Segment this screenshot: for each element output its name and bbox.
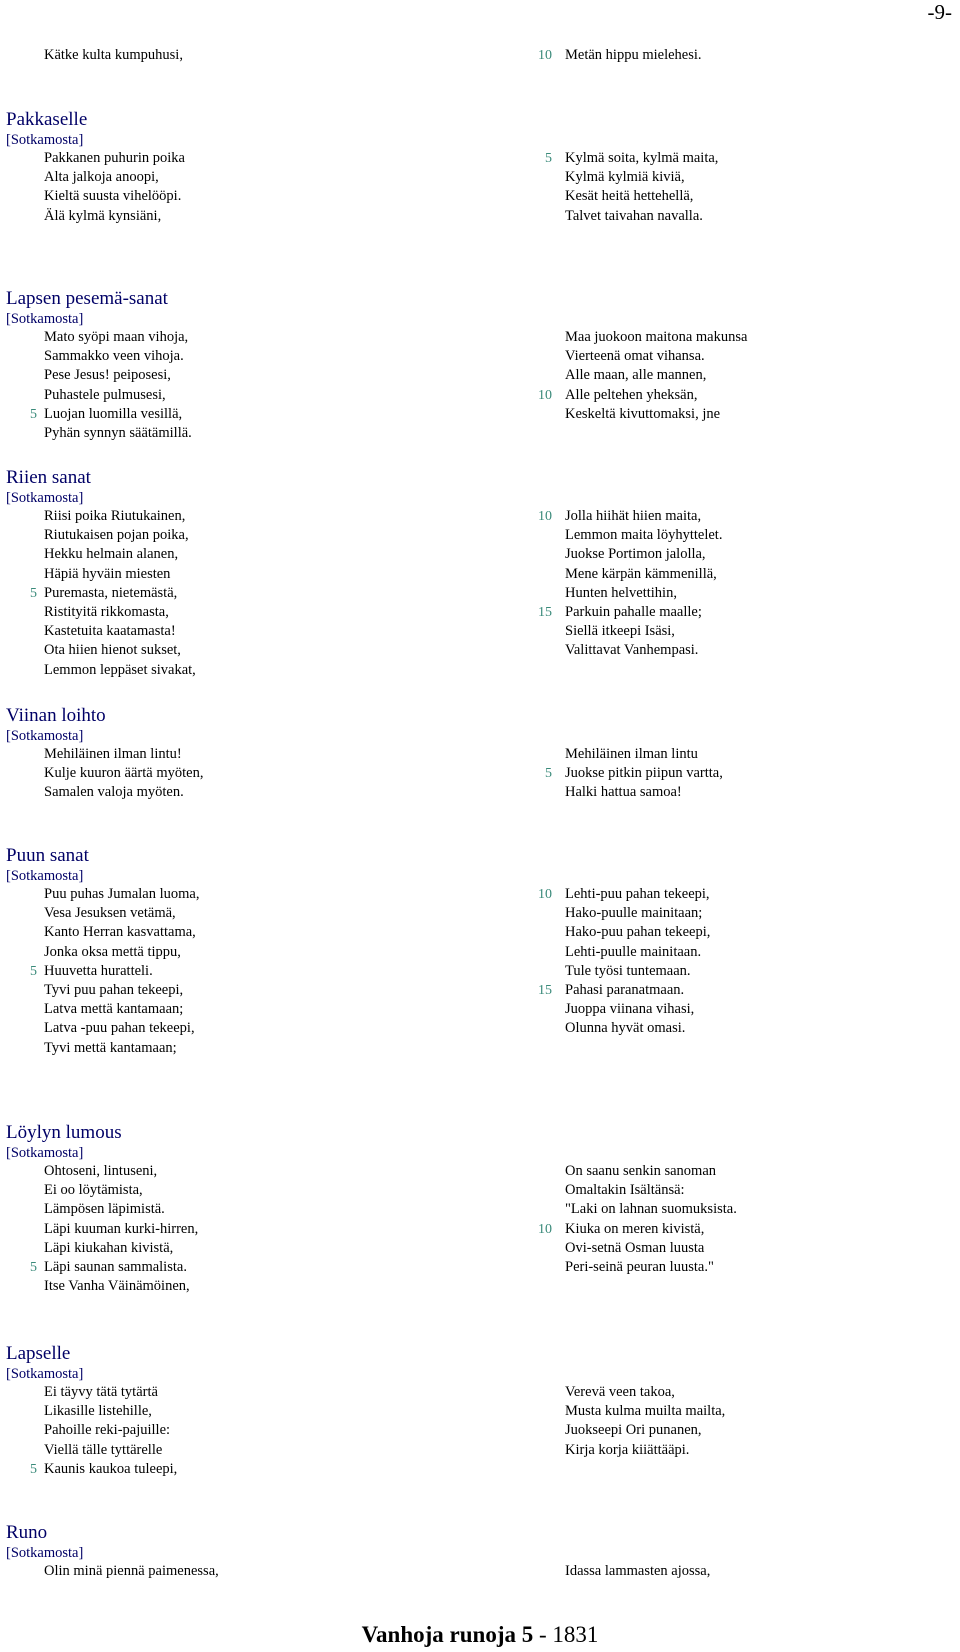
verse-line: Ovi-setnä Osman luusta xyxy=(565,1240,705,1256)
line-number: 15 xyxy=(538,605,552,620)
poem-title: Riien sanat xyxy=(6,467,91,488)
verse-line: Pahasi paranatmaan. xyxy=(565,982,685,998)
verse-line: Ei oo löytämista, xyxy=(44,1182,143,1198)
verse-line: Huuvetta huratteli. xyxy=(44,963,153,979)
verse-line: Latva mettä kantamaan; xyxy=(44,1001,184,1017)
verse-line: Mene kärpän kämmenillä, xyxy=(565,566,717,582)
line-number: 10 xyxy=(538,388,552,403)
footer-year: - 1831 xyxy=(533,1622,599,1647)
line-number: 5 xyxy=(30,1260,37,1275)
poem-source: [Sotkamosta] xyxy=(6,728,84,744)
line-number: 10 xyxy=(538,1222,552,1237)
poem-source: [Sotkamosta] xyxy=(6,311,84,327)
verse-line: Latva -puu pahan tekeepi, xyxy=(44,1020,195,1036)
verse-line: Kaunis kaukoa tuleepi, xyxy=(44,1461,178,1477)
line-number: 10 xyxy=(538,509,552,524)
verse-line: Idassa lammasten ajossa, xyxy=(565,1563,711,1579)
line-number: 5 xyxy=(30,1462,37,1477)
verse-line: Kylmä soita, kylmä maita, xyxy=(565,150,719,166)
verse-line: Keskeltä kivuttomaksi, jne xyxy=(565,406,721,422)
page-number: -9- xyxy=(927,0,952,24)
poem-title: Runo xyxy=(6,1522,48,1543)
verse-line: Lehti-puulle mainitaan. xyxy=(565,944,702,960)
page-footer xyxy=(0,1622,960,1648)
line-number: 5 xyxy=(30,407,37,422)
verse-line: Kanto Herran kasvattama, xyxy=(44,924,196,940)
poem-title: Puun sanat xyxy=(6,845,89,866)
verse-line: Viellä tälle tyttärelle xyxy=(44,1442,163,1458)
verse-line: Pese Jesus! peiposesi, xyxy=(44,367,171,383)
verse-line: Lämpösen läpimistä. xyxy=(44,1201,165,1217)
verse-line: Lehti-puu pahan tekeepi, xyxy=(565,886,710,902)
verse-line: Mehiläinen ilman lintu! xyxy=(44,746,182,762)
verse-line: Olin minä piennä paimenessa, xyxy=(44,1563,219,1579)
line-number: 5 xyxy=(30,964,37,979)
poem-title: Viinan loihto xyxy=(6,705,106,726)
verse-line: Likasille listehille, xyxy=(44,1403,152,1419)
verse-line: Jolla hiihät hiien maita, xyxy=(565,508,702,524)
verse-line: Kirja korja kiiättääpi. xyxy=(565,1442,690,1458)
verse-line: Pakkanen puhurin poika xyxy=(44,150,185,166)
poem-source: [Sotkamosta] xyxy=(6,490,84,506)
verse-line: Kastetuita kaatamasta! xyxy=(44,623,176,639)
verse-line: Vesa Jesuksen vetämä, xyxy=(44,905,176,921)
verse-line: Kieltä suusta vihelööpi. xyxy=(44,188,182,204)
verse-line: Juokse pitkin piipun vartta, xyxy=(565,765,723,781)
line-number: 5 xyxy=(30,586,37,601)
verse-line: Musta kulma muilta mailta, xyxy=(565,1403,726,1419)
poem-title: Pakkaselle xyxy=(6,109,88,130)
verse-line: Alle peltehen yheksän, xyxy=(565,387,698,403)
verse-line: Talvet taivahan navalla. xyxy=(565,208,703,224)
poem-source: [Sotkamosta] xyxy=(6,1545,84,1561)
verse-line: Lemmon leppäset sivakat, xyxy=(44,662,196,678)
verse-line: Hekku helmain alanen, xyxy=(44,546,179,562)
verse-line: Hako-puulle mainitaan; xyxy=(565,905,703,921)
verse-line: Juoppa viinana vihasi, xyxy=(565,1001,695,1017)
verse-line: Ristityitä rikkomasta, xyxy=(44,604,169,620)
poem-source: [Sotkamosta] xyxy=(6,132,84,148)
verse-line: Alta jalkoja anoopi, xyxy=(44,169,159,185)
verse-line: Omaltakin Isältänsä: xyxy=(565,1182,685,1198)
verse-line: Tule työsi tuntemaan. xyxy=(565,963,691,979)
verse-line: On saanu senkin sanoman xyxy=(565,1163,717,1179)
verse-line: Riutukaisen pojan poika, xyxy=(44,527,189,543)
verse-line: Puremasta, nietemästä, xyxy=(44,585,178,601)
verse-line: Riisi poika Riutukainen, xyxy=(44,508,186,524)
verse-line: Maa juokoon maitona makunsa xyxy=(565,329,748,345)
verse-line: Tyvi puu pahan tekeepi, xyxy=(44,982,184,998)
verse-line: Kesät heitä hettehellä, xyxy=(565,188,694,204)
verse-line: Läpi kuuman kurki-hirren, xyxy=(44,1221,199,1237)
verse-line: Luojan luomilla vesillä, xyxy=(44,406,183,422)
footer-title: Vanhoja runoja 5 xyxy=(361,1622,534,1647)
verse-line: Peri-seinä peuran luusta." xyxy=(565,1259,714,1275)
verse-line: Samalen valoja myöten. xyxy=(44,784,184,800)
line-number: 5 xyxy=(545,766,552,781)
verse-line: Pahoille reki-pajuille: xyxy=(44,1422,171,1438)
verse-line: Läpi saunan sammalista. xyxy=(44,1259,187,1275)
verse-line: Alle maan, alle mannen, xyxy=(565,367,707,383)
verse-line: Metän hippu mielehesi. xyxy=(565,47,702,63)
verse-line: Hako-puu pahan tekeepi, xyxy=(565,924,711,940)
verse-line: Kiuka on meren kivistä, xyxy=(565,1221,705,1237)
verse-line: Mato syöpi maan vihoja, xyxy=(44,329,189,345)
verse-line: Verevä veen takoa, xyxy=(565,1384,675,1400)
poem-source: [Sotkamosta] xyxy=(6,868,84,884)
verse-line: Itse Vanha Väinämöinen, xyxy=(44,1278,190,1294)
poem-title: Löylyn lumous xyxy=(6,1122,122,1143)
verse-line: Parkuin pahalle maalle; xyxy=(565,604,702,620)
verse-line: Sammakko veen vihoja. xyxy=(44,348,184,364)
verse-line: Älä kylmä kynsiäni, xyxy=(44,208,162,224)
verse-line: Kylmä kylmiä kiviä, xyxy=(565,169,685,185)
verse-line: Pyhän synnyn säätämillä. xyxy=(44,425,192,441)
verse-line: Halki hattua samoa! xyxy=(565,784,682,800)
line-number: 10 xyxy=(538,887,552,902)
verse-line: Ei täyvy tätä tytärtä xyxy=(44,1384,158,1400)
verse-line: Kätke kulta kumpuhusi, xyxy=(44,47,183,63)
verse-line: Ota hiien hienot sukset, xyxy=(44,642,181,658)
verse-line: Juokse Portimon jalolla, xyxy=(565,546,706,562)
line-number: 10 xyxy=(538,48,552,63)
verse-line: Puu puhas Jumalan luoma, xyxy=(44,886,200,902)
verse-line: Hunten helvettihin, xyxy=(565,585,677,601)
poem-title: Lapsen pesemä-sanat xyxy=(6,288,168,309)
poem-source: [Sotkamosta] xyxy=(6,1145,84,1161)
verse-line: Olunna hyvät omasi. xyxy=(565,1020,686,1036)
verse-line: Vierteenä omat vihansa. xyxy=(565,348,705,364)
verse-line: "Laki on lahnan suomuksista. xyxy=(565,1201,737,1217)
verse-line: Mehiläinen ilman lintu xyxy=(565,746,698,762)
poem-title: Lapselle xyxy=(6,1343,71,1364)
verse-line: Juokseepi Ori punanen, xyxy=(565,1422,702,1438)
line-number: 5 xyxy=(545,151,552,166)
verse-line: Puhastele pulmusesi, xyxy=(44,387,166,403)
poem-source: [Sotkamosta] xyxy=(6,1366,84,1382)
verse-line: Läpi kiukahan kivistä, xyxy=(44,1240,174,1256)
verse-line: Häpiä hyväin miesten xyxy=(44,566,171,582)
line-number: 15 xyxy=(538,983,552,998)
verse-line: Kulje kuuron äärtä myöten, xyxy=(44,765,204,781)
verse-line: Valittavat Vanhempasi. xyxy=(565,642,699,658)
verse-line: Siellä itkeepi Isäsi, xyxy=(565,623,675,639)
verse-line: Tyvi mettä kantamaan; xyxy=(44,1040,177,1056)
verse-line: Jonka oksa mettä tippu, xyxy=(44,944,181,960)
verse-line: Ohtoseni, lintuseni, xyxy=(44,1163,158,1179)
verse-line: Lemmon maita löyhyttelet. xyxy=(565,527,723,543)
